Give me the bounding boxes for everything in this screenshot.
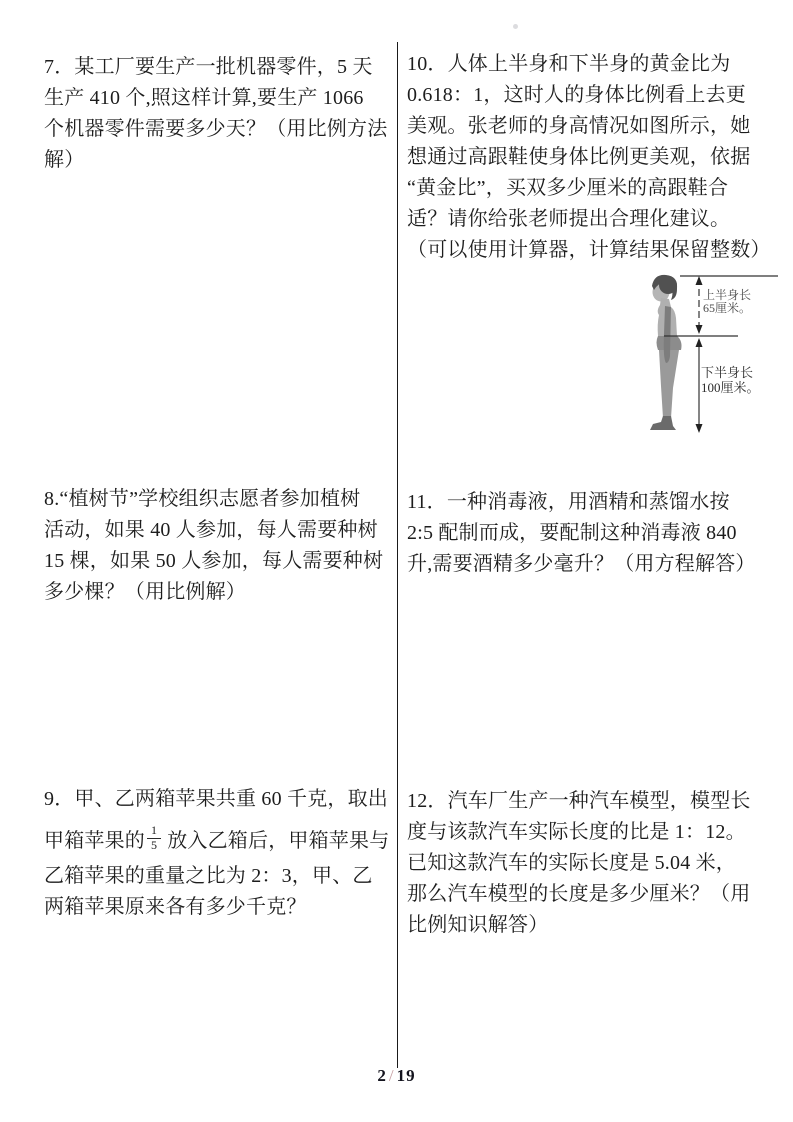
fraction-numerator: 1 xyxy=(147,824,161,839)
fraction-denominator: 5 xyxy=(151,837,158,852)
problem-line: 乙箱苹果的重量之比为 2：3，甲、乙 xyxy=(44,865,373,887)
arrowhead-up-icon xyxy=(696,276,703,285)
problem-line: （可以使用计算器，计算结果保留整数） xyxy=(407,239,771,261)
problem-line: 8.“植树节”学校组织志愿者参加植树 xyxy=(44,488,361,510)
problem-line: 适？请你给张老师提出合理化建议。 xyxy=(407,208,731,230)
problem-11 xyxy=(407,487,788,580)
problem-line: 个机器零件需要多少天？（用比例方法 xyxy=(44,118,388,140)
problem-line: 美观。张老师的身高情况如图所示，她 xyxy=(407,115,751,137)
column-divider xyxy=(397,42,398,1068)
upper-body-label xyxy=(703,289,751,315)
page-number-total: 19 xyxy=(396,1066,416,1085)
problem-line: 9．甲、乙两箱苹果共重 60 千克，取出 xyxy=(44,788,388,810)
problem-line: 活动，如果 40 人参加，每人需要种树 xyxy=(44,519,378,541)
problem-line: 12．汽车厂生产一种汽车模型，模型长 xyxy=(407,790,751,812)
problem-8 xyxy=(44,484,390,608)
fraction-one-fifth xyxy=(147,824,161,853)
problem-line: 比例知识解答） xyxy=(407,914,549,936)
problem-line: 两箱苹果原来各有多少千克？ xyxy=(44,896,307,918)
problem-line: 7．某工厂要生产一批机器零件，5 天 xyxy=(44,56,373,78)
problem-line: 10．人体上半身和下半身的黄金比为 xyxy=(407,53,731,75)
problem-12 xyxy=(407,786,788,941)
problem-line: 多少棵？（用比例解） xyxy=(44,581,246,603)
page-number-separator: / xyxy=(388,1066,395,1085)
upper-body-label-line2: 65厘米。 xyxy=(703,301,752,315)
problem-7 xyxy=(44,52,390,176)
scan-artifact xyxy=(513,24,518,29)
lower-body-label xyxy=(701,365,760,395)
problem-line: 度与该款汽车实际长度的比是 1：12。 xyxy=(407,821,746,843)
arrowhead-down-icon xyxy=(696,325,703,334)
problem-9 xyxy=(44,784,390,923)
problem-line-with-fraction xyxy=(44,815,390,861)
problem-line: 生产 410 个,照这样计算,要生产 1066 xyxy=(44,87,364,109)
problem-line: 已知这款汽车的实际长度是 5.04 米， xyxy=(407,852,736,874)
lower-body-label-line1: 下半身长 xyxy=(701,365,754,380)
page-number-current: 2 xyxy=(377,1066,387,1085)
upper-body-label-line1: 上半身长 xyxy=(703,288,752,302)
fraction-prefix-text: 甲箱苹果的 xyxy=(44,829,145,852)
problem-line: 11．一种消毒液，用酒精和蒸馏水按 xyxy=(407,491,730,513)
arrowhead-down-icon xyxy=(696,424,703,433)
problem-line: 升,需要酒精多少毫升？（用方程解答） xyxy=(407,553,756,575)
lower-body-label-line2: 100厘米。 xyxy=(701,380,760,395)
problem-line: 2:5 配制而成，要配制这种消毒液 840 xyxy=(407,522,737,544)
problem-line: 解） xyxy=(44,149,85,171)
height-diagram xyxy=(616,266,792,442)
problem-line: 15 棵，如果 50 人参加，每人需要种树 xyxy=(44,550,384,572)
page-number xyxy=(0,1066,793,1086)
problem-line: 那么汽车模型的长度是多少厘米？（用 xyxy=(407,883,751,905)
problem-10 xyxy=(407,49,788,266)
problem-line: 0.618：1，这时人的身体比例看上去更 xyxy=(407,84,746,106)
arrowhead-up-icon xyxy=(696,338,703,347)
person-silhouette xyxy=(650,275,682,430)
fraction-suffix-text: 放入乙箱后，甲箱苹果与 xyxy=(167,829,390,852)
problem-line: 想通过高跟鞋使身体比例更美观，依据 xyxy=(407,146,751,168)
problem-line: “黄金比”，买双多少厘米的高跟鞋合 xyxy=(407,177,729,199)
